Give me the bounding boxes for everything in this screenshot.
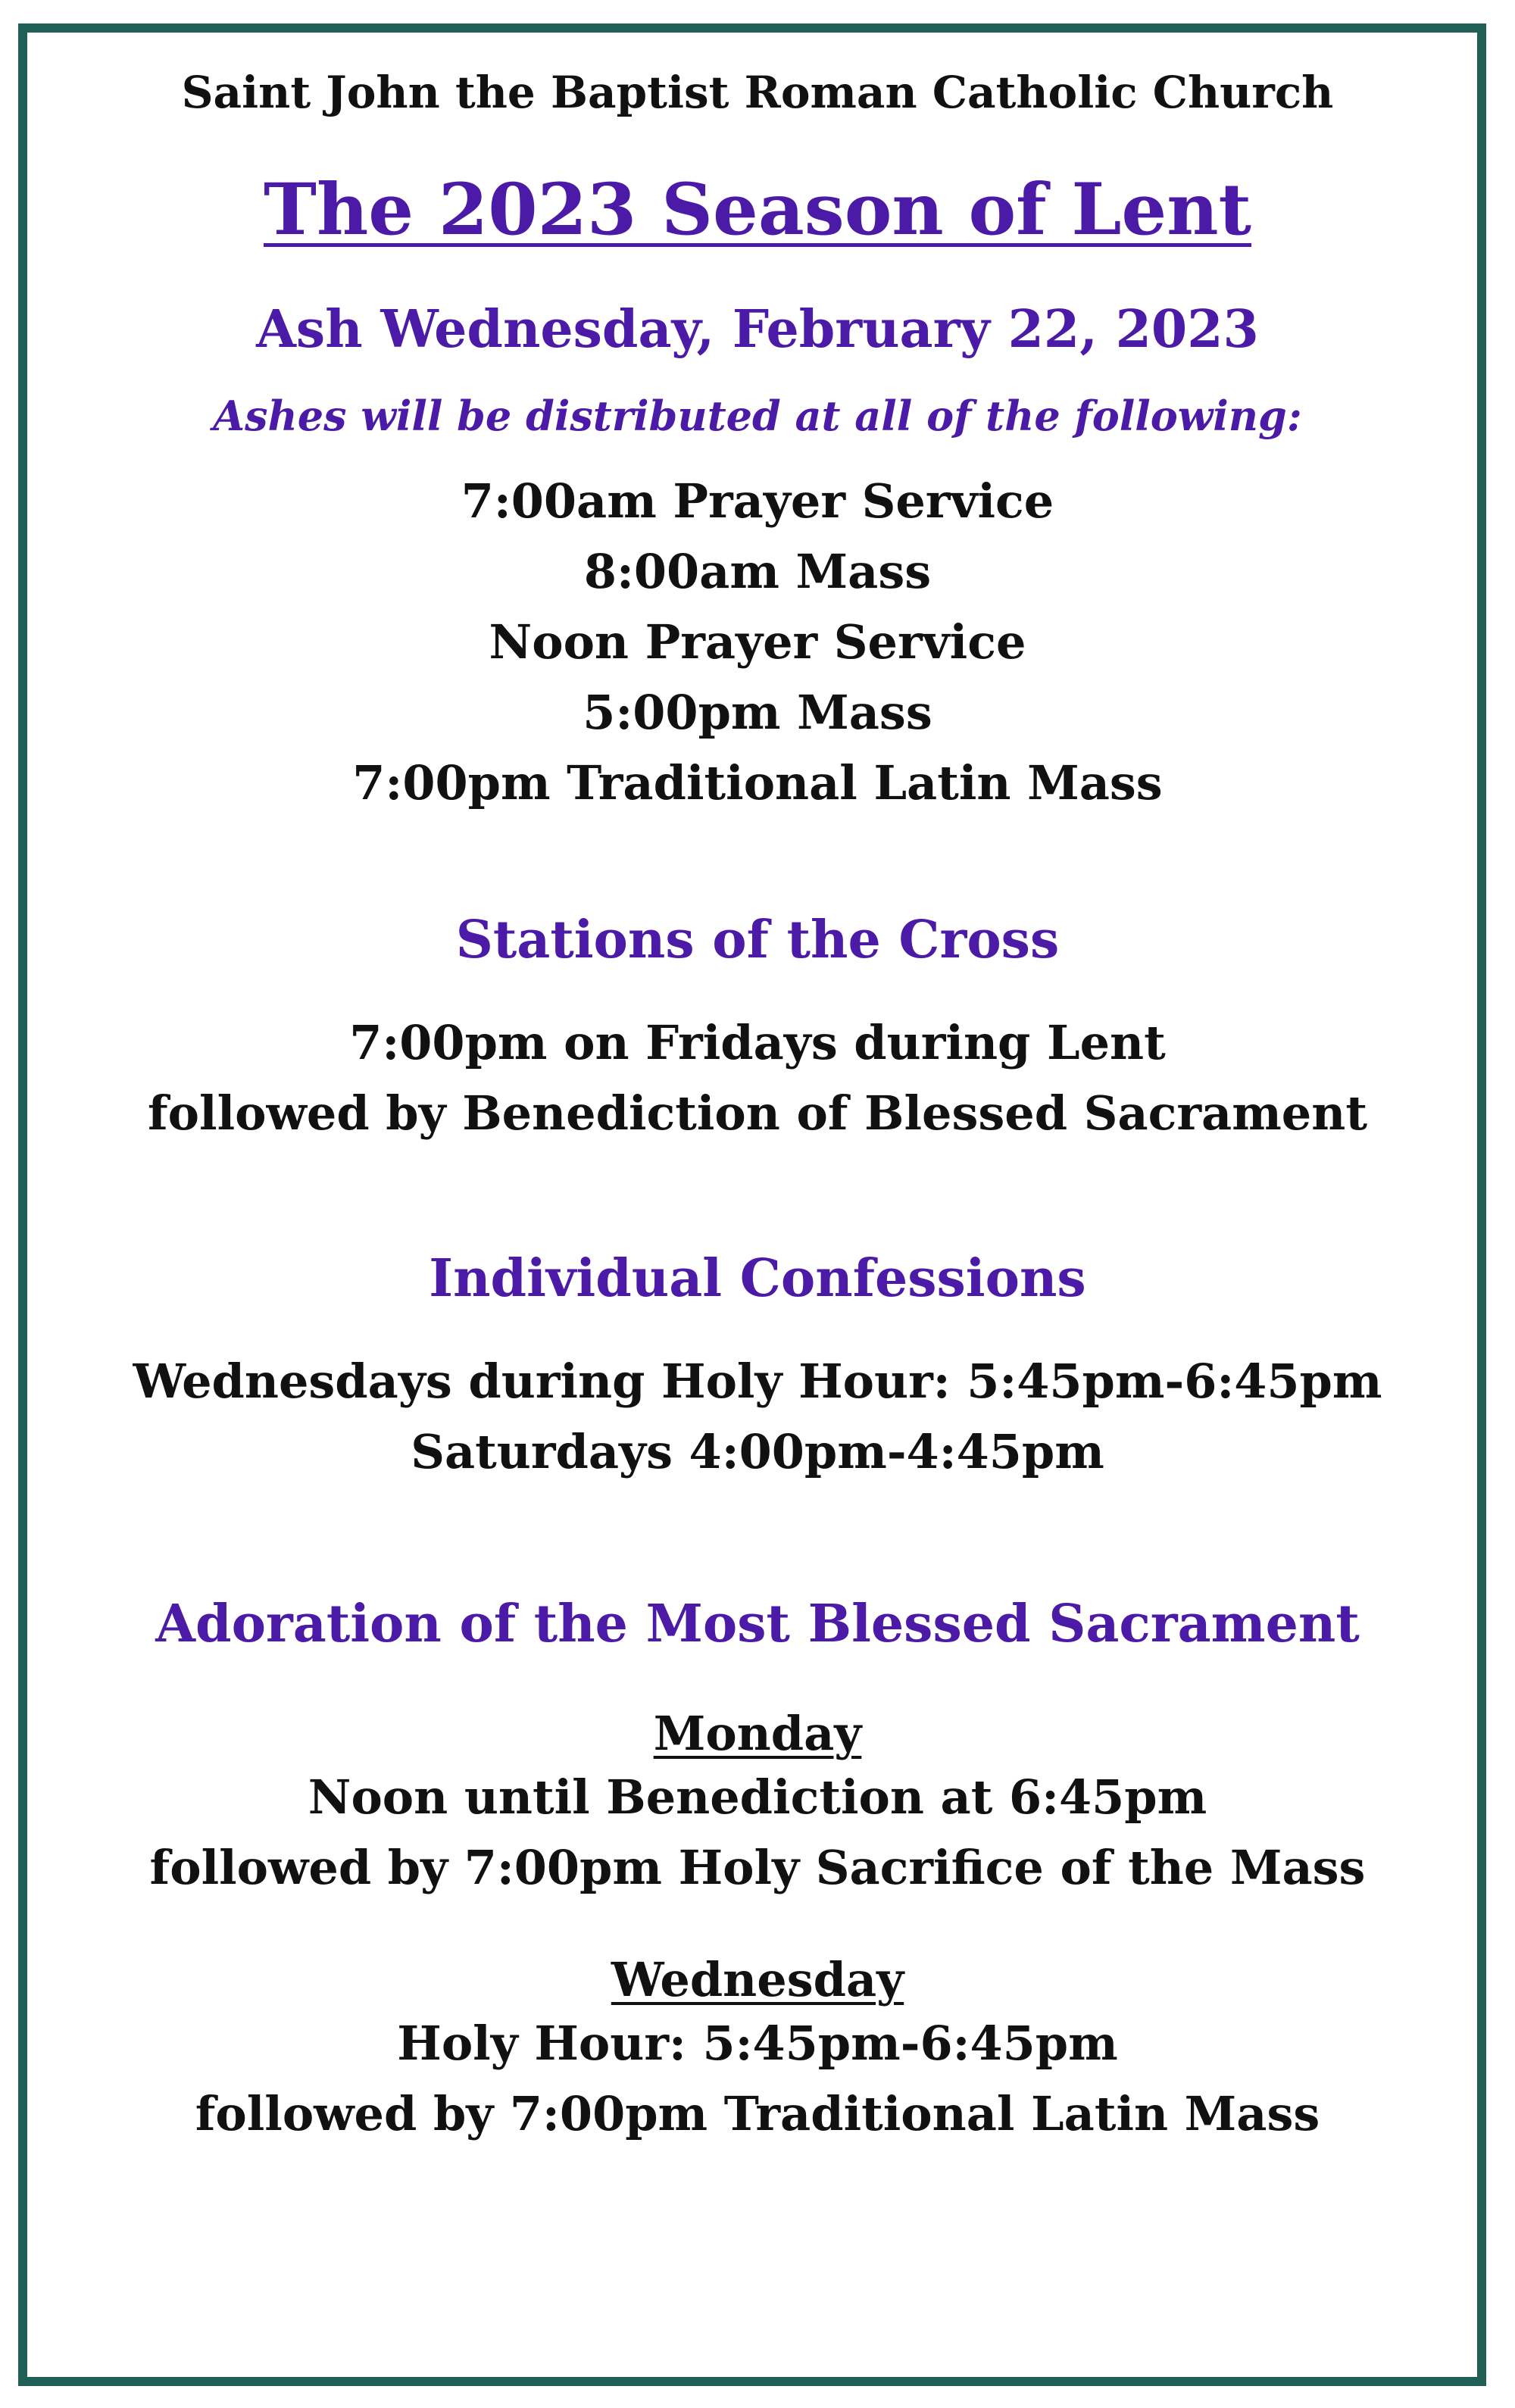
confessions-line-2: Saturdays 4:00pm-4:45pm [411,1424,1104,1479]
ash-service-4: 5:00pm Mass [583,685,932,740]
church-name: Saint John the Baptist Roman Catholic Church [181,67,1334,118]
adoration-monday-line-2: followed by 7:00pm Holy Sacrifice of the Mass [149,1840,1366,1895]
confessions-heading: Individual Confessions [429,1248,1086,1309]
ash-wednesday-note: Ashes will be distributed at all of the following: [213,392,1302,440]
adoration-monday-line-1: Noon until Benediction at 6:45pm [308,1769,1207,1825]
adoration-wednesday-line-2: followed by 7:00pm Traditional Latin Mass [195,2086,1320,2141]
confessions-line-1: Wednesdays during Holy Hour: 5:45pm-6:45pm [133,1354,1382,1409]
ash-service-3: Noon Prayer Service [489,614,1026,670]
stations-line-2: followed by Benediction of Blessed Sacrament [148,1085,1367,1141]
adoration-wednesday-line-1: Holy Hour: 5:45pm-6:45pm [397,2016,1118,2071]
adoration-day-monday: Monday [653,1706,862,1761]
adoration-heading: Adoration of the Most Blessed Sacrament [155,1594,1360,1654]
ash-service-5: 7:00pm Traditional Latin Mass [352,755,1163,810]
stations-line-1: 7:00pm on Fridays during Lent [349,1015,1166,1070]
ash-wednesday-heading: Ash Wednesday, February 22, 2023 [256,299,1259,360]
stations-heading: Stations of the Cross [455,910,1060,970]
season-title: The 2023 Season of Lent [264,168,1251,251]
ash-service-2: 8:00am Mass [583,544,932,599]
adoration-day-wednesday: Wednesday [611,1952,904,2007]
ash-service-1: 7:00am Prayer Service [461,473,1054,529]
